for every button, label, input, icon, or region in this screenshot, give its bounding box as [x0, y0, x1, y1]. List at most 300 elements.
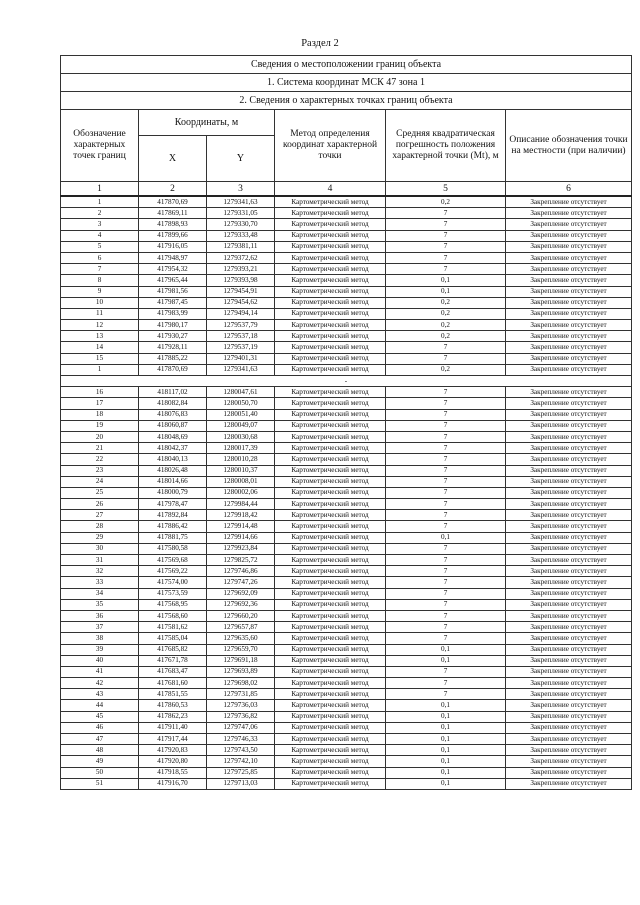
description-cell: Закрепление отсутствует	[506, 353, 632, 364]
x-coordinate-cell: 417851,55	[139, 689, 207, 700]
description-cell: Закрепление отсутствует	[506, 521, 632, 532]
description-cell: Закрепление отсутствует	[506, 443, 632, 454]
error-cell: 7	[386, 622, 506, 633]
x-coordinate-cell: 417574,00	[139, 577, 207, 588]
y-coordinate-cell: 1279984,44	[207, 499, 275, 510]
y-coordinate-cell: 1279372,62	[207, 252, 275, 263]
y-coordinate-cell: 1279914,66	[207, 532, 275, 543]
description-cell: Закрепление отсутствует	[506, 689, 632, 700]
x-coordinate-cell: 417681,60	[139, 678, 207, 689]
method-cell: Картометрический метод	[275, 599, 386, 610]
method-cell: Картометрический метод	[275, 241, 386, 252]
x-coordinate-cell: 417948,97	[139, 252, 207, 263]
point-number-cell: 49	[61, 756, 139, 767]
error-cell: 7	[386, 252, 506, 263]
x-coordinate-cell: 417954,32	[139, 264, 207, 275]
method-cell: Картометрический метод	[275, 353, 386, 364]
error-cell: 0,2	[386, 196, 506, 208]
method-cell: Картометрический метод	[275, 678, 386, 689]
method-cell: Картометрический метод	[275, 666, 386, 677]
method-cell: Картометрический метод	[275, 308, 386, 319]
description-cell: Закрепление отсутствует	[506, 431, 632, 442]
y-coordinate-cell: 1280050,70	[207, 398, 275, 409]
table-row	[61, 622, 632, 633]
point-number-cell: 31	[61, 555, 139, 566]
table-row	[61, 510, 632, 521]
method-cell: Картометрический метод	[275, 778, 386, 789]
error-cell: 0,1	[386, 275, 506, 286]
table-row	[61, 487, 632, 498]
point-number-cell: 9	[61, 286, 139, 297]
point-number-cell: 46	[61, 722, 139, 733]
table-row	[61, 644, 632, 655]
method-cell: Картометрический метод	[275, 566, 386, 577]
error-cell: 7	[386, 219, 506, 230]
error-cell: 7	[386, 521, 506, 532]
separator-cell: -	[61, 376, 632, 387]
x-coordinate-cell: 417978,47	[139, 499, 207, 510]
point-number-cell: 34	[61, 588, 139, 599]
error-cell: 7	[386, 599, 506, 610]
description-cell: Закрепление отсутствует	[506, 745, 632, 756]
error-cell: 7	[386, 443, 506, 454]
y-coordinate-cell: 1279692,09	[207, 588, 275, 599]
point-number-cell: 18	[61, 409, 139, 420]
method-cell: Картометрический метод	[275, 532, 386, 543]
error-cell: 7	[386, 454, 506, 465]
point-number-cell: 37	[61, 622, 139, 633]
description-cell: Закрепление отсутствует	[506, 532, 632, 543]
y-coordinate-cell: 1279918,42	[207, 510, 275, 521]
error-cell: 0,1	[386, 700, 506, 711]
x-coordinate-cell: 417916,70	[139, 778, 207, 789]
table-row	[61, 756, 632, 767]
column-number: 5	[386, 182, 506, 197]
y-coordinate-cell: 1279659,70	[207, 644, 275, 655]
y-coordinate-cell: 1280002,06	[207, 487, 275, 498]
y-coordinate-cell: 1280049,07	[207, 420, 275, 431]
y-coordinate-cell: 1279537,19	[207, 342, 275, 353]
table-row	[61, 666, 632, 677]
y-coordinate-cell: 1279494,14	[207, 308, 275, 319]
method-cell: Картометрический метод	[275, 465, 386, 476]
y-coordinate-cell: 1280010,37	[207, 465, 275, 476]
x-coordinate-cell: 418000,79	[139, 487, 207, 498]
description-cell: Закрепление отсутствует	[506, 208, 632, 219]
banner-row	[61, 92, 632, 110]
description-cell: Закрепление отсутствует	[506, 655, 632, 666]
y-coordinate-cell: 1279454,62	[207, 297, 275, 308]
x-coordinate-cell: 417928,11	[139, 342, 207, 353]
table-row	[61, 241, 632, 252]
error-cell: 7	[386, 689, 506, 700]
point-number-cell: 24	[61, 476, 139, 487]
point-number-cell: 23	[61, 465, 139, 476]
point-number-cell: 25	[61, 487, 139, 498]
y-coordinate-cell: 1279698,02	[207, 678, 275, 689]
method-cell: Картометрический метод	[275, 398, 386, 409]
y-coordinate-cell: 1279742,10	[207, 756, 275, 767]
table-row	[61, 230, 632, 241]
error-cell: 0,2	[386, 364, 506, 375]
point-number-cell: 39	[61, 644, 139, 655]
error-cell: 7	[386, 633, 506, 644]
point-number-cell: 15	[61, 353, 139, 364]
y-coordinate-cell: 1279713,03	[207, 778, 275, 789]
y-coordinate-cell: 1280030,68	[207, 431, 275, 442]
header-error: Средняя квадратическая погрешность положения характерной точки (Mt), м	[386, 110, 506, 182]
description-cell: Закрепление отсутствует	[506, 409, 632, 420]
point-number-cell: 21	[61, 443, 139, 454]
method-cell: Картометрический метод	[275, 196, 386, 208]
x-coordinate-cell: 417886,42	[139, 521, 207, 532]
point-number-cell: 28	[61, 521, 139, 532]
method-cell: Картометрический метод	[275, 543, 386, 554]
x-coordinate-cell: 417585,04	[139, 633, 207, 644]
error-cell: 0,2	[386, 331, 506, 342]
x-coordinate-cell: 417911,40	[139, 722, 207, 733]
method-cell: Картометрический метод	[275, 610, 386, 621]
table-row	[61, 443, 632, 454]
x-coordinate-cell: 417916,05	[139, 241, 207, 252]
y-coordinate-cell: 1279914,48	[207, 521, 275, 532]
x-coordinate-cell: 418042,37	[139, 443, 207, 454]
y-coordinate-cell: 1279825,72	[207, 555, 275, 566]
error-cell: 7	[386, 264, 506, 275]
table-row	[61, 208, 632, 219]
x-coordinate-cell: 417568,95	[139, 599, 207, 610]
description-cell: Закрепление отсутствует	[506, 264, 632, 275]
method-cell: Картометрический метод	[275, 331, 386, 342]
description-cell: Закрепление отсутствует	[506, 320, 632, 331]
y-coordinate-cell: 1279746,33	[207, 734, 275, 745]
table-row	[61, 342, 632, 353]
error-cell: 0,1	[386, 286, 506, 297]
table-row	[61, 532, 632, 543]
method-cell: Картометрический метод	[275, 734, 386, 745]
table-row	[61, 364, 632, 375]
point-number-cell: 2	[61, 208, 139, 219]
description-cell: Закрепление отсутствует	[506, 767, 632, 778]
method-cell: Картометрический метод	[275, 454, 386, 465]
point-number-cell: 4	[61, 230, 139, 241]
error-cell: 7	[386, 678, 506, 689]
banner-row	[61, 56, 632, 74]
y-coordinate-cell: 1279692,36	[207, 599, 275, 610]
y-coordinate-cell: 1279736,03	[207, 700, 275, 711]
description-cell: Закрепление отсутствует	[506, 734, 632, 745]
column-number-row	[61, 182, 632, 197]
table-row	[61, 219, 632, 230]
table-row	[61, 566, 632, 577]
header-row-1	[61, 110, 632, 136]
y-coordinate-cell: 1279747,26	[207, 577, 275, 588]
point-number-cell: 35	[61, 599, 139, 610]
description-cell: Закрепление отсутствует	[506, 342, 632, 353]
y-coordinate-cell: 1279725,85	[207, 767, 275, 778]
point-number-cell: 22	[61, 454, 139, 465]
description-cell: Закрепление отсутствует	[506, 364, 632, 375]
point-number-cell: 8	[61, 275, 139, 286]
table-row	[61, 286, 632, 297]
y-coordinate-cell: 1279454,91	[207, 286, 275, 297]
table-row	[61, 431, 632, 442]
table-row	[61, 711, 632, 722]
table-row	[61, 353, 632, 364]
table-row	[61, 252, 632, 263]
method-cell: Картометрический метод	[275, 588, 386, 599]
table-row	[61, 577, 632, 588]
method-cell: Картометрический метод	[275, 431, 386, 442]
x-coordinate-cell: 417870,69	[139, 196, 207, 208]
y-coordinate-cell: 1279693,89	[207, 666, 275, 677]
table-row	[61, 476, 632, 487]
x-coordinate-cell: 418048,69	[139, 431, 207, 442]
method-cell: Картометрический метод	[275, 409, 386, 420]
x-coordinate-cell: 417568,60	[139, 610, 207, 621]
x-coordinate-cell: 418060,87	[139, 420, 207, 431]
table-row	[61, 264, 632, 275]
x-coordinate-cell: 417981,56	[139, 286, 207, 297]
header-method: Метод определения координат характерной точки	[275, 110, 386, 182]
description-cell: Закрепление отсутствует	[506, 499, 632, 510]
point-number-cell: 12	[61, 320, 139, 331]
error-cell: 7	[386, 230, 506, 241]
table-row	[61, 588, 632, 599]
error-cell: 7	[386, 353, 506, 364]
description-cell: Закрепление отсутствует	[506, 644, 632, 655]
x-coordinate-cell: 417930,27	[139, 331, 207, 342]
description-cell: Закрепление отсутствует	[506, 610, 632, 621]
point-number-cell: 27	[61, 510, 139, 521]
y-coordinate-cell: 1279331,05	[207, 208, 275, 219]
error-cell: 0,2	[386, 297, 506, 308]
y-coordinate-cell: 1280010,28	[207, 454, 275, 465]
table-row	[61, 745, 632, 756]
table-row	[61, 499, 632, 510]
description-cell: Закрепление отсутствует	[506, 778, 632, 789]
method-cell: Картометрический метод	[275, 387, 386, 398]
column-number: 1	[61, 182, 139, 197]
description-cell: Закрепление отсутствует	[506, 543, 632, 554]
table-row	[61, 196, 632, 208]
description-cell: Закрепление отсутствует	[506, 398, 632, 409]
y-coordinate-cell: 1279743,50	[207, 745, 275, 756]
point-number-cell: 14	[61, 342, 139, 353]
error-cell: 0,2	[386, 308, 506, 319]
x-coordinate-cell: 417573,59	[139, 588, 207, 599]
header-description: Описание обозначения точки на местности (при наличии)	[506, 110, 632, 182]
y-coordinate-cell: 1279746,86	[207, 566, 275, 577]
description-cell: Закрепление отсутствует	[506, 510, 632, 521]
table-row	[61, 387, 632, 398]
description-cell: Закрепление отсутствует	[506, 756, 632, 767]
point-number-cell: 33	[61, 577, 139, 588]
x-coordinate-cell: 418040,13	[139, 454, 207, 465]
point-number-cell: 19	[61, 420, 139, 431]
point-number-cell: 51	[61, 778, 139, 789]
point-number-cell: 29	[61, 532, 139, 543]
error-cell: 7	[386, 566, 506, 577]
section-title: Раздел 2	[301, 38, 339, 49]
description-cell: Закрепление отсутствует	[506, 711, 632, 722]
x-coordinate-cell: 417917,44	[139, 734, 207, 745]
point-number-cell: 16	[61, 387, 139, 398]
y-coordinate-cell: 1279393,98	[207, 275, 275, 286]
point-number-cell: 38	[61, 633, 139, 644]
description-cell: Закрепление отсутствует	[506, 252, 632, 263]
x-coordinate-cell: 417987,45	[139, 297, 207, 308]
description-cell: Закрепление отсутствует	[506, 308, 632, 319]
x-coordinate-cell: 417899,66	[139, 230, 207, 241]
description-cell: Закрепление отсутствует	[506, 577, 632, 588]
table-row	[61, 700, 632, 711]
method-cell: Картометрический метод	[275, 443, 386, 454]
table-row	[61, 655, 632, 666]
x-coordinate-cell: 418117,02	[139, 387, 207, 398]
error-cell: 7	[386, 510, 506, 521]
error-cell: 7	[386, 555, 506, 566]
method-cell: Картометрический метод	[275, 577, 386, 588]
x-coordinate-cell: 417581,62	[139, 622, 207, 633]
error-cell: 7	[386, 577, 506, 588]
y-coordinate-cell: 1279747,06	[207, 722, 275, 733]
table-row	[61, 320, 632, 331]
table-row	[61, 689, 632, 700]
table-row	[61, 465, 632, 476]
table-row	[61, 275, 632, 286]
description-cell: Закрепление отсутствует	[506, 588, 632, 599]
point-number-cell: 41	[61, 666, 139, 677]
error-cell: 0,1	[386, 745, 506, 756]
point-number-cell: 7	[61, 264, 139, 275]
description-cell: Закрепление отсутствует	[506, 599, 632, 610]
table-row	[61, 409, 632, 420]
point-number-cell: 36	[61, 610, 139, 621]
description-cell: Закрепление отсутствует	[506, 241, 632, 252]
point-number-cell: 3	[61, 219, 139, 230]
method-cell: Картометрический метод	[275, 476, 386, 487]
x-coordinate-cell: 417980,17	[139, 320, 207, 331]
method-cell: Картометрический метод	[275, 208, 386, 219]
y-coordinate-cell: 1279923,84	[207, 543, 275, 554]
point-number-cell: 20	[61, 431, 139, 442]
point-number-cell: 48	[61, 745, 139, 756]
x-coordinate-cell: 417569,68	[139, 555, 207, 566]
x-coordinate-cell: 417685,82	[139, 644, 207, 655]
error-cell: 0,1	[386, 644, 506, 655]
description-cell: Закрепление отсутствует	[506, 331, 632, 342]
boundary-points-table	[60, 55, 632, 790]
table-row	[61, 722, 632, 733]
table-row	[61, 734, 632, 745]
method-cell: Картометрический метод	[275, 487, 386, 498]
column-number: 6	[506, 182, 632, 197]
point-number-cell: 1	[61, 364, 139, 375]
description-cell: Закрепление отсутствует	[506, 454, 632, 465]
y-coordinate-cell: 1280017,39	[207, 443, 275, 454]
x-coordinate-cell: 417870,69	[139, 364, 207, 375]
point-number-cell: 32	[61, 566, 139, 577]
description-cell: Закрепление отсутствует	[506, 387, 632, 398]
point-number-cell: 5	[61, 241, 139, 252]
y-coordinate-cell: 1279657,87	[207, 622, 275, 633]
description-cell: Закрепление отсутствует	[506, 286, 632, 297]
y-coordinate-cell: 1279341,63	[207, 364, 275, 375]
description-cell: Закрепление отсутствует	[506, 633, 632, 644]
point-number-cell: 13	[61, 331, 139, 342]
x-coordinate-cell: 417580,58	[139, 543, 207, 554]
x-coordinate-cell: 417898,93	[139, 219, 207, 230]
column-number: 2	[139, 182, 207, 197]
error-cell: 7	[386, 588, 506, 599]
description-cell: Закрепление отсутствует	[506, 275, 632, 286]
error-cell: 7	[386, 241, 506, 252]
x-coordinate-cell: 417920,80	[139, 756, 207, 767]
y-coordinate-cell: 1280051,40	[207, 409, 275, 420]
y-coordinate-cell: 1279731,85	[207, 689, 275, 700]
point-number-cell: 17	[61, 398, 139, 409]
error-cell: 0,1	[386, 655, 506, 666]
point-number-cell: 30	[61, 543, 139, 554]
description-cell: Закрепление отсутствует	[506, 622, 632, 633]
method-cell: Картометрический метод	[275, 364, 386, 375]
description-cell: Закрепление отсутствует	[506, 566, 632, 577]
separator-row	[61, 376, 632, 387]
x-coordinate-cell: 417683,47	[139, 666, 207, 677]
error-cell: 0,1	[386, 532, 506, 543]
method-cell: Картометрический метод	[275, 745, 386, 756]
method-cell: Картометрический метод	[275, 510, 386, 521]
method-cell: Картометрический метод	[275, 252, 386, 263]
point-number-cell: 40	[61, 655, 139, 666]
point-number-cell: 10	[61, 297, 139, 308]
error-cell: 0,1	[386, 711, 506, 722]
y-coordinate-cell: 1279333,48	[207, 230, 275, 241]
method-cell: Картометрический метод	[275, 521, 386, 532]
point-number-cell: 1	[61, 196, 139, 208]
table-row	[61, 454, 632, 465]
description-cell: Закрепление отсутствует	[506, 678, 632, 689]
point-number-cell: 26	[61, 499, 139, 510]
error-cell: 7	[386, 476, 506, 487]
y-coordinate-cell: 1279401,31	[207, 353, 275, 364]
error-cell: 7	[386, 387, 506, 398]
table-row	[61, 297, 632, 308]
y-coordinate-cell: 1279393,21	[207, 264, 275, 275]
method-cell: Картометрический метод	[275, 264, 386, 275]
x-coordinate-cell: 417918,55	[139, 767, 207, 778]
method-cell: Картометрический метод	[275, 275, 386, 286]
method-cell: Картометрический метод	[275, 219, 386, 230]
error-cell: 0,1	[386, 778, 506, 789]
table-row	[61, 778, 632, 789]
y-coordinate-cell: 1279381,11	[207, 241, 275, 252]
description-cell: Закрепление отсутствует	[506, 700, 632, 711]
banner-coordinate-system: 1. Система координат МСК 47 зона 1	[61, 74, 632, 92]
table-row	[61, 599, 632, 610]
error-cell: 7	[386, 487, 506, 498]
error-cell: 7	[386, 610, 506, 621]
table-row	[61, 610, 632, 621]
method-cell: Картометрический метод	[275, 499, 386, 510]
method-cell: Картометрический метод	[275, 342, 386, 353]
y-coordinate-cell: 1279635,60	[207, 633, 275, 644]
description-cell: Закрепление отсутствует	[506, 420, 632, 431]
x-coordinate-cell: 417569,22	[139, 566, 207, 577]
description-cell: Закрепление отсутствует	[506, 465, 632, 476]
banner-object-boundaries: Сведения о местоположении границ объекта	[61, 56, 632, 74]
